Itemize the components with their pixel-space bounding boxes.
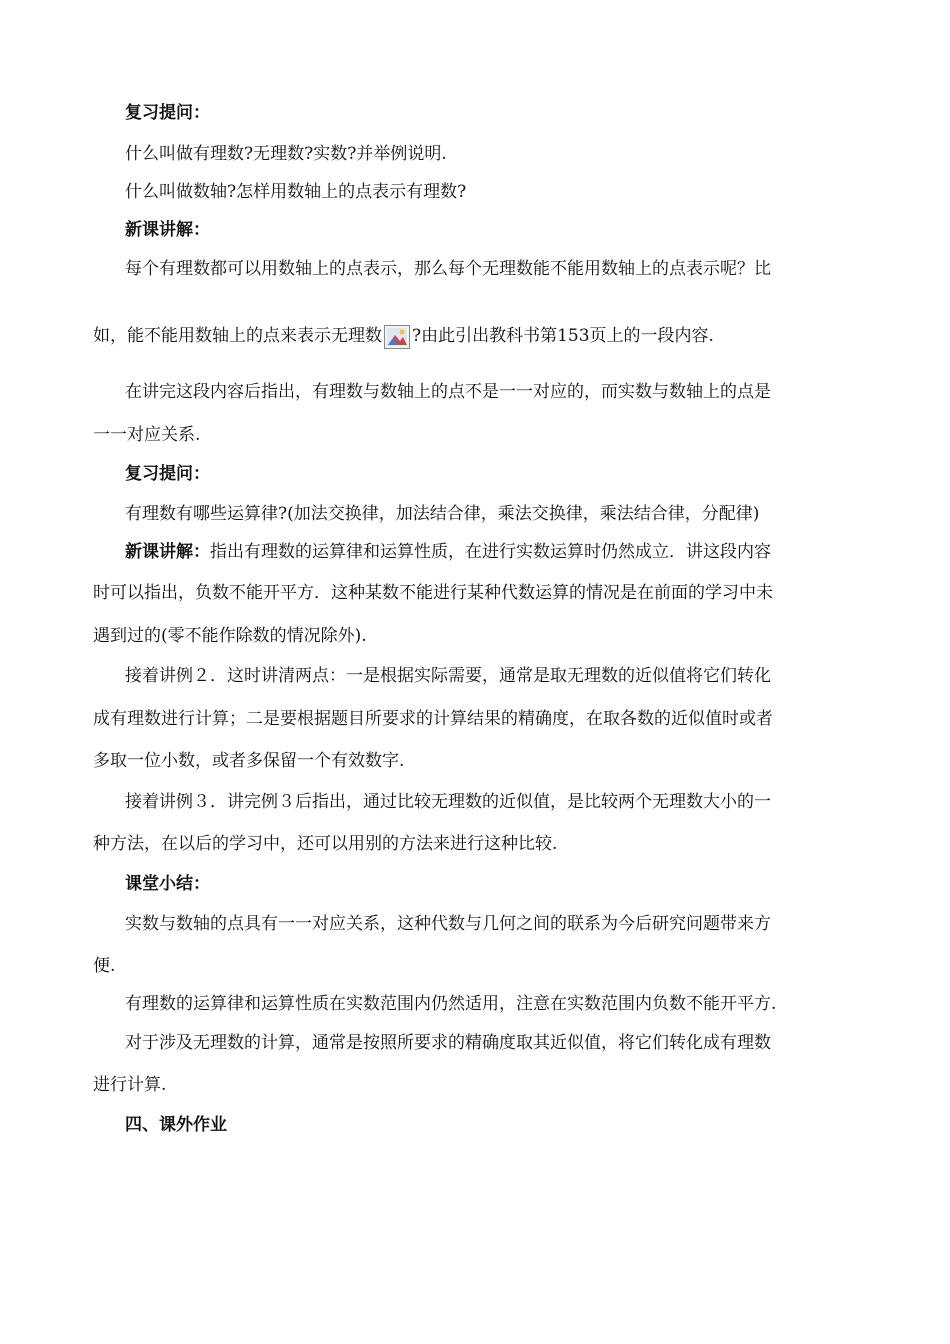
paragraph-line: 接着讲例２．这时讲清两点：一是根据实际需要，通常是取无理数的近似值将它们转化 xyxy=(125,666,771,686)
formula-image-icon xyxy=(384,325,410,349)
heading-homework: 四、课外作业 xyxy=(125,1115,227,1135)
paragraph-line: 进行计算. xyxy=(93,1075,167,1095)
paragraph-line: 一一对应关系. xyxy=(93,425,201,445)
paragraph-line xyxy=(125,541,771,563)
paragraph-line: 实数与数轴的点具有一一对应关系，这种代数与几何之间的联系为今后研究问题带来方 xyxy=(125,914,771,934)
heading-review-1: 复习提问： xyxy=(125,103,210,123)
paragraph-text: ?由此引出教科书第153页上的一段内容. xyxy=(412,326,714,346)
paragraph-line: 每个有理数都可以用数轴上的点表示，那么每个无理数能不能用数轴上的点表示呢？比 xyxy=(125,259,771,279)
paragraph-line: 什么叫做数轴?怎样用数轴上的点表示有理数? xyxy=(125,182,467,202)
paragraph-line: 时可以指出，负数不能开平方．这种某数不能进行某种代数运算的情况是在前面的学习中未 xyxy=(93,583,773,603)
paragraph-line: 什么叫做有理数?无理数?实数?并举例说明. xyxy=(125,144,447,164)
heading-new-lesson-2: 新课讲解： xyxy=(125,542,210,562)
paragraph-line: 遇到过的(零不能作除数的情况除外). xyxy=(93,626,367,646)
paragraph-text: 如，能不能用数轴上的点来表示无理数 xyxy=(93,326,382,346)
paragraph-line: 接着讲例３．讲完例３后指出，通过比较无理数的近似值，是比较两个无理数大小的一 xyxy=(125,792,771,812)
heading-new-lesson-1: 新课讲解： xyxy=(125,220,210,240)
heading-class-summary: 课堂小结： xyxy=(125,874,210,894)
paragraph-line: 成有理数进行计算；二是要根据题目所要求的计算结果的精确度，在取各数的近似值时或者 xyxy=(93,709,773,729)
paragraph-line: 便. xyxy=(93,956,116,976)
paragraph-line: 种方法，在以后的学习中，还可以用别的方法来进行这种比较. xyxy=(93,834,558,854)
paragraph-line: 在讲完这段内容后指出，有理数与数轴上的点不是一一对应的，而实数与数轴上的点是 xyxy=(125,382,771,402)
paragraph-line: 多取一位小数，或者多保留一个有效数字. xyxy=(93,751,405,771)
paragraph-line: 对于涉及无理数的计算，通常是按照所要求的精确度取其近似值，将它们转化成有理数 xyxy=(125,1033,771,1053)
heading-review-2: 复习提问： xyxy=(125,464,210,484)
paragraph-line-with-image xyxy=(93,325,714,349)
paragraph-line: 有理数的运算律和运算性质在实数范围内仍然适用，注意在实数范围内负数不能开平方. xyxy=(125,994,777,1014)
paragraph-line: 有理数有哪些运算律?(加法交换律，加法结合律，乘法交换律，乘法结合律，分配律) xyxy=(125,504,760,524)
paragraph-text: 指出有理数的运算律和运算性质，在进行实数运算时仍然成立．讲这段内容 xyxy=(210,542,771,562)
